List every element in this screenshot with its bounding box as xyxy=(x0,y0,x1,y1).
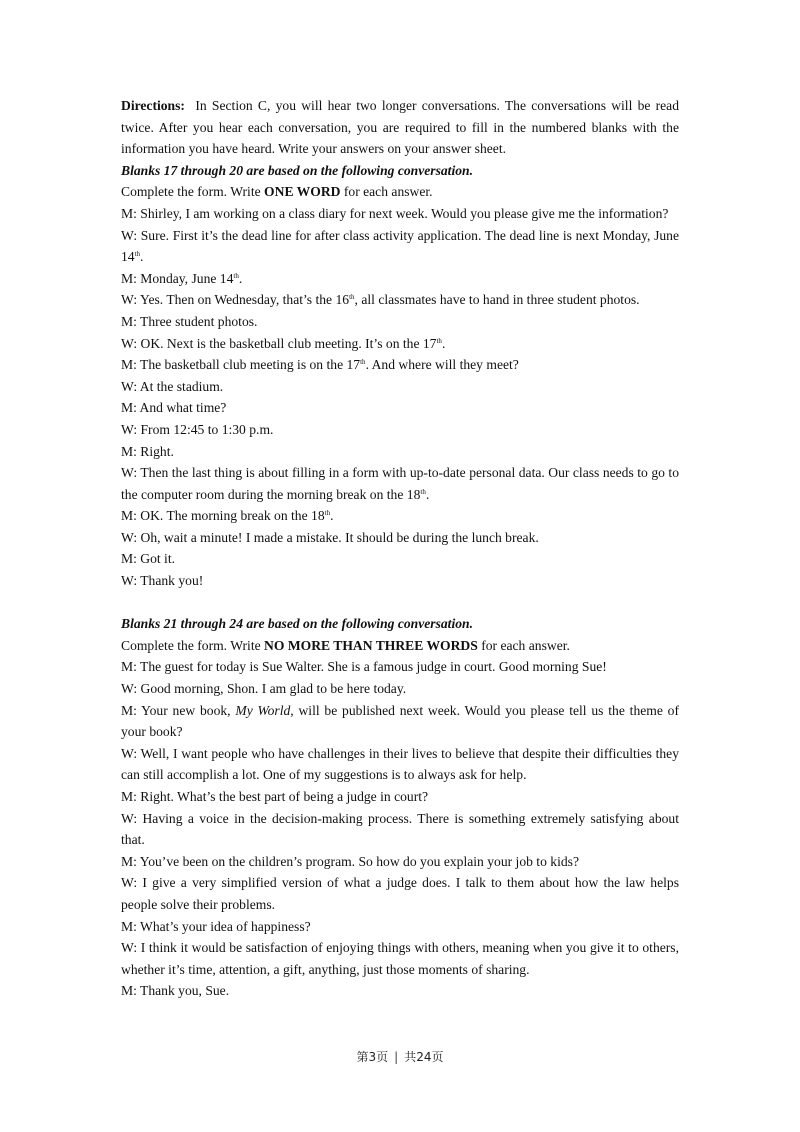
conversation-2-heading: Blanks 21 through 24 are based on the following conversation. xyxy=(121,616,473,632)
dialogue-line xyxy=(121,268,679,290)
page-number: 第3页 xyxy=(356,1050,389,1064)
dialogue-line: W: Having a voice in the decision-making process. There is something extremely satisfying about that. xyxy=(121,810,679,848)
conversation-1-instruction xyxy=(121,181,679,203)
dialogue-text: . xyxy=(330,508,334,524)
directions-text: In Section C, you will hear two longer conversations. The conversations will be read twice. After you hear each conversation, you are required to fill in the numbered blanks with the information you have heard. Write your answers on your answer sheet. xyxy=(121,98,680,157)
dialogue-text: M: Monday, June 14 xyxy=(121,270,234,286)
dialogue-text: W: Then the last thing is about filling in a form with up-to-date personal data. Our class needs to go to the computer room during the morning break on the 18 xyxy=(121,465,679,502)
dialogue-line: W: Well, I want people who have challenges in their lives to believe that despite their difficulties they can still accomplish a lot. One of my suggestions is to always ask for help. xyxy=(121,745,679,783)
page-content xyxy=(121,95,679,1002)
ordinal-suffix: th xyxy=(436,336,442,345)
directions-label: Directions: xyxy=(121,98,185,113)
dialogue-text: , will be published next week. Would you please tell us the theme of your book? xyxy=(121,702,680,740)
ordinal-suffix: th xyxy=(324,509,331,518)
instruction-emphasis: ONE WORD xyxy=(264,184,341,200)
dialogue-text: . xyxy=(441,335,446,351)
dialogue-text: W: Sure. First it’s the dead line for after class activity application. The dead line is next Monday, June 14 xyxy=(121,227,679,265)
ordinal-suffix: th xyxy=(349,293,355,302)
dialogue-line: W: Good morning, Shon. I am glad to be here today. xyxy=(121,681,407,697)
dialogue-text: W: Yes. Then on Wednesday, that’s the 16 xyxy=(121,292,350,308)
directions-paragraph xyxy=(121,95,679,160)
dialogue-line: W: At the stadium. xyxy=(121,378,224,394)
dialogue-line: M: Three student photos. xyxy=(121,313,258,329)
dialogue-line: M: Shirley, I am working on a class diary for next week. Would you please give me the information? xyxy=(121,205,669,221)
dialogue-line xyxy=(121,225,679,268)
dialogue-line: M: What’s your idea of happiness? xyxy=(121,918,311,934)
dialogue-line xyxy=(121,505,679,527)
dialogue-text: M: OK. The morning break on the 18 xyxy=(121,508,325,524)
dialogue-text: . xyxy=(425,486,430,502)
dialogue-text: W: OK. Next is the basketball club meeting. It’s on the 17 xyxy=(121,335,437,351)
dialogue-text: . xyxy=(140,249,144,265)
dialogue-line: W: Oh, wait a minute! I made a mistake. It should be during the lunch break. xyxy=(121,529,539,545)
ordinal-suffix: th xyxy=(420,487,426,496)
dialogue-line xyxy=(121,462,679,505)
dialogue-text: . xyxy=(238,270,243,286)
dialogue-line: M: Right. What’s the best part of being a judge in court? xyxy=(121,789,429,804)
instruction-text: for each answer. xyxy=(340,184,433,200)
instruction-text: Complete the form. Write xyxy=(121,184,265,200)
page-footer xyxy=(0,1048,800,1065)
dialogue-text: . And where will they meet? xyxy=(365,357,519,373)
dialogue-line: W: Thank you! xyxy=(121,573,204,589)
dialogue-line: W: I give a very simplified version of what a judge does. I talk to them about how the law helps people solve their problems. xyxy=(121,875,679,912)
dialogue-line: M: The guest for today is Sue Walter. She is a famous judge in court. Good morning Sue! xyxy=(121,659,607,675)
section-spacer xyxy=(121,592,679,614)
ordinal-suffix: th xyxy=(134,250,141,259)
dialogue-line xyxy=(121,354,679,376)
instruction-text: for each answer. xyxy=(477,637,570,653)
dialogue-line: W: I think it would be satisfaction of enjoying things with others, meaning when you give it to others, whether it’s time, attention, a gift, anything, just those moments of sharing. xyxy=(121,940,679,977)
dialogue-text: , all classmates have to hand in three student photos. xyxy=(354,292,640,308)
conversation-2-instruction xyxy=(121,635,679,657)
ordinal-suffix: th xyxy=(233,271,239,280)
book-title: My World xyxy=(235,702,291,718)
dialogue-line: W: From 12:45 to 1:30 p.m. xyxy=(121,421,274,437)
conversation-1-heading: Blanks 17 through 20 are based on the following conversation. xyxy=(121,162,473,178)
dialogue-line: M: And what time? xyxy=(121,400,227,416)
page-total: 共24页 xyxy=(404,1050,444,1064)
dialogue-line: M: Got it. xyxy=(121,551,176,567)
ordinal-suffix: th xyxy=(360,358,366,367)
dialogue-text: M: The basketball club meeting is on the 17 xyxy=(121,357,361,373)
dialogue-line: M: Thank you, Sue. xyxy=(121,983,230,999)
dialogue-line xyxy=(121,333,679,355)
footer-separator: | xyxy=(394,1050,399,1064)
dialogue-text: M: Your new book, xyxy=(121,702,236,718)
dialogue-line: M: Right. xyxy=(121,443,174,459)
instruction-emphasis: NO MORE THAN THREE WORDS xyxy=(264,637,478,653)
dialogue-line xyxy=(121,289,679,311)
dialogue-line xyxy=(121,700,679,743)
dialogue-line: M: You’ve been on the children’s program. So how do you explain your job to kids? xyxy=(121,853,579,869)
instruction-text: Complete the form. Write xyxy=(121,637,265,653)
